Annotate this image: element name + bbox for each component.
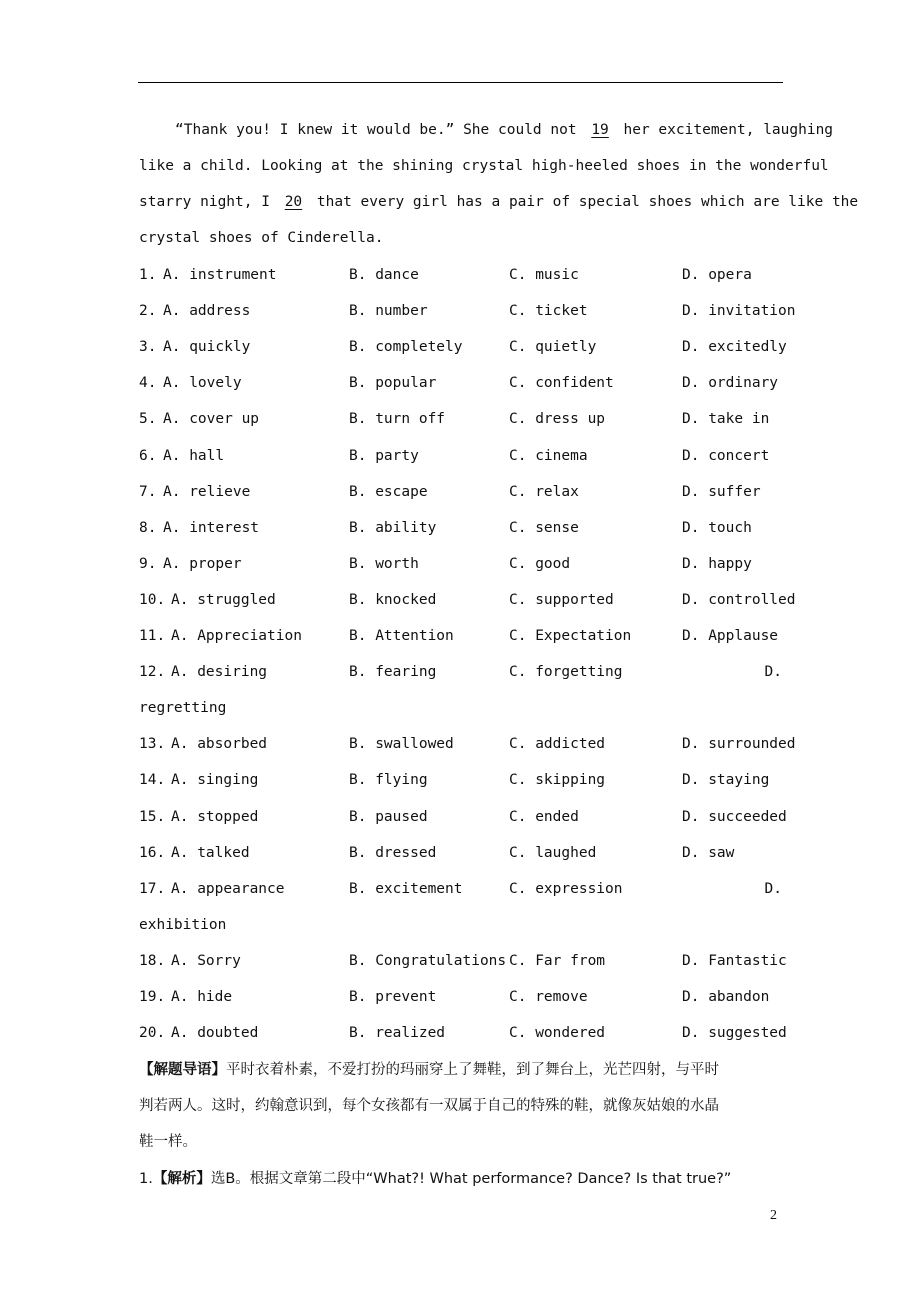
option-c: C. quietly — [509, 339, 597, 356]
option-d: D. take in — [682, 411, 770, 428]
question-number: 7. — [139, 483, 157, 500]
option-a: A. struggled — [171, 591, 276, 608]
question-number: 11. — [139, 628, 166, 644]
option-a: A. quickly — [163, 339, 251, 356]
option-d: D. invitation — [682, 303, 796, 320]
option-a: A. stopped — [171, 808, 259, 825]
analysis-line — [139, 1169, 782, 1189]
option-a: A. Sorry — [171, 952, 241, 969]
option-a: A. desiring — [171, 664, 268, 681]
option-a: A. absorbed — [171, 736, 268, 753]
option-a: A. lovely — [163, 375, 242, 392]
guide-line-2: 判若两人。这时，约翰意识到，每个女孩都有一双属于自己的特殊的鞋，就像灰姑娘的水晶 — [139, 1098, 719, 1114]
passage-line-1 — [139, 120, 834, 140]
question-number: 9. — [139, 555, 157, 572]
option-c: C. Far from — [509, 952, 606, 969]
option-d: D. ordinary — [682, 375, 779, 392]
passage-text: “Thank you! I knew it would be.” She could not — [175, 122, 577, 138]
option-d: D. succeeded — [682, 808, 787, 825]
option-d: D. abandon — [682, 989, 770, 1005]
option-c: C. addicted — [509, 736, 606, 753]
option-b: B. worth — [349, 555, 419, 572]
option-c: C. music — [509, 267, 579, 283]
option-b: B. dance — [349, 267, 419, 283]
option-d: D. Applause — [682, 628, 779, 644]
question-number: 14. — [139, 772, 166, 789]
option-b: B. Congratulations — [349, 952, 507, 969]
option-b: B. realized — [349, 1025, 446, 1042]
question-number: 18. — [139, 952, 166, 969]
question-number: 5. — [139, 411, 157, 428]
option-a: A. singing — [171, 772, 259, 789]
option-b: B. turn off — [349, 411, 446, 428]
option-c: C. ended — [509, 808, 579, 825]
question-number: 3. — [139, 339, 157, 356]
guide-line-3: 鞋一样。 — [139, 1134, 197, 1150]
option-b: B. completely — [349, 339, 463, 356]
option-b: B. popular — [349, 375, 437, 392]
option-c: C. sense — [509, 519, 579, 536]
option-c: C. relax — [509, 483, 579, 500]
passage-line-3 — [139, 192, 859, 212]
passage-text: that every girl has a pair of special shoes which are like the — [316, 194, 859, 210]
option-a: A. hall — [163, 447, 225, 464]
option-d: D. staying — [682, 772, 770, 789]
question-number: 19. — [139, 989, 166, 1005]
question-number: 13. — [139, 736, 166, 753]
option-a: A. cover up — [163, 411, 260, 428]
blank-20: 20 — [284, 194, 303, 210]
option-c: C. cinema — [509, 447, 588, 464]
option-c: C. ticket — [509, 303, 588, 320]
question-number: 15. — [139, 808, 166, 825]
option-c: C. skipping — [509, 772, 606, 789]
option-d: D. surrounded — [682, 736, 796, 753]
option-b: B. paused — [349, 808, 428, 825]
option-c: C. forgetting — [509, 664, 623, 681]
option-d-continued: exhibition — [139, 916, 227, 933]
guide-text: 平时衣着朴素，不爱打扮的玛丽穿上了舞鞋，到了舞台上，光芒四射，与平时 — [226, 1062, 719, 1078]
option-a: A. proper — [163, 555, 242, 572]
page-number: 2 — [770, 1208, 777, 1223]
option-b: B. party — [349, 447, 419, 464]
option-a: A. appearance — [171, 880, 285, 897]
option-c: C. wondered — [509, 1025, 606, 1042]
option-b: B. fearing — [349, 664, 437, 681]
guide-label: 【解题导语】 — [139, 1062, 226, 1078]
option-d: D. suffer — [682, 483, 761, 500]
question-number: 4. — [139, 375, 157, 392]
passage-line-2: like a child. Looking at the shining crystal high-heeled shoes in the wonderful — [139, 158, 829, 174]
option-b: B. Attention — [349, 628, 454, 644]
option-a: A. instrument — [163, 267, 277, 283]
option-d-continued: regretting — [139, 700, 227, 717]
option-a: A. talked — [171, 844, 250, 861]
option-d: D. — [764, 664, 782, 681]
option-a: A. hide — [171, 989, 233, 1005]
option-b: B. swallowed — [349, 736, 454, 753]
option-b: B. knocked — [349, 591, 437, 608]
passage-text: her excitement, laughing — [623, 122, 834, 138]
question-number: 6. — [139, 447, 157, 464]
option-d: D. touch — [682, 519, 752, 536]
option-d: D. suggested — [682, 1025, 787, 1042]
passage-line-4: crystal shoes of Cinderella. — [139, 230, 384, 246]
question-number: 20. — [139, 1025, 166, 1042]
blank-19: 19 — [591, 122, 609, 138]
option-d: D. excitedly — [682, 339, 787, 356]
question-number: 2. — [139, 303, 157, 320]
option-c: C. expression — [509, 880, 623, 897]
question-number: 12. — [139, 664, 166, 681]
option-b: B. flying — [349, 772, 428, 789]
analysis-text: 选B。根据文章第二段中“What?! What performance? Dance? Is that true?” — [210, 1171, 732, 1187]
option-a: A. address — [163, 303, 251, 320]
option-d: D. — [764, 880, 782, 897]
question-number: 10. — [139, 591, 166, 608]
option-b: B. prevent — [349, 989, 437, 1005]
option-c: C. remove — [509, 989, 588, 1005]
question-number: 17. — [139, 880, 166, 897]
option-d: D. concert — [682, 447, 770, 464]
header-rule — [138, 82, 783, 83]
option-d: D. controlled — [682, 591, 796, 608]
option-a: A. interest — [163, 519, 260, 536]
option-d: D. Fantastic — [682, 952, 787, 969]
option-d: D. happy — [682, 555, 752, 572]
option-d: D. saw — [682, 844, 735, 861]
option-b: B. ability — [349, 519, 437, 536]
option-c: C. dress up — [509, 411, 606, 428]
option-b: B. dressed — [349, 844, 437, 861]
guide-line-1 — [139, 1060, 782, 1080]
passage-text: starry night, I — [139, 194, 270, 210]
question-number: 16. — [139, 844, 166, 861]
option-d: D. opera — [682, 267, 752, 283]
option-c: C. supported — [509, 591, 614, 608]
question-number: 1. — [139, 267, 157, 283]
option-c: C. confident — [509, 375, 614, 392]
option-b: B. escape — [349, 483, 428, 500]
option-c: C. good — [509, 555, 571, 572]
analysis-label: 【解析】 — [152, 1171, 211, 1187]
option-a: A. doubted — [171, 1025, 259, 1042]
option-b: B. number — [349, 303, 428, 320]
option-c: C. Expectation — [509, 628, 632, 644]
analysis-number: 1. — [139, 1171, 153, 1187]
option-c: C. laughed — [509, 844, 597, 861]
option-a: A. Appreciation — [171, 628, 302, 644]
option-a: A. relieve — [163, 483, 251, 500]
option-b: B. excitement — [349, 880, 463, 897]
question-number: 8. — [139, 519, 157, 536]
